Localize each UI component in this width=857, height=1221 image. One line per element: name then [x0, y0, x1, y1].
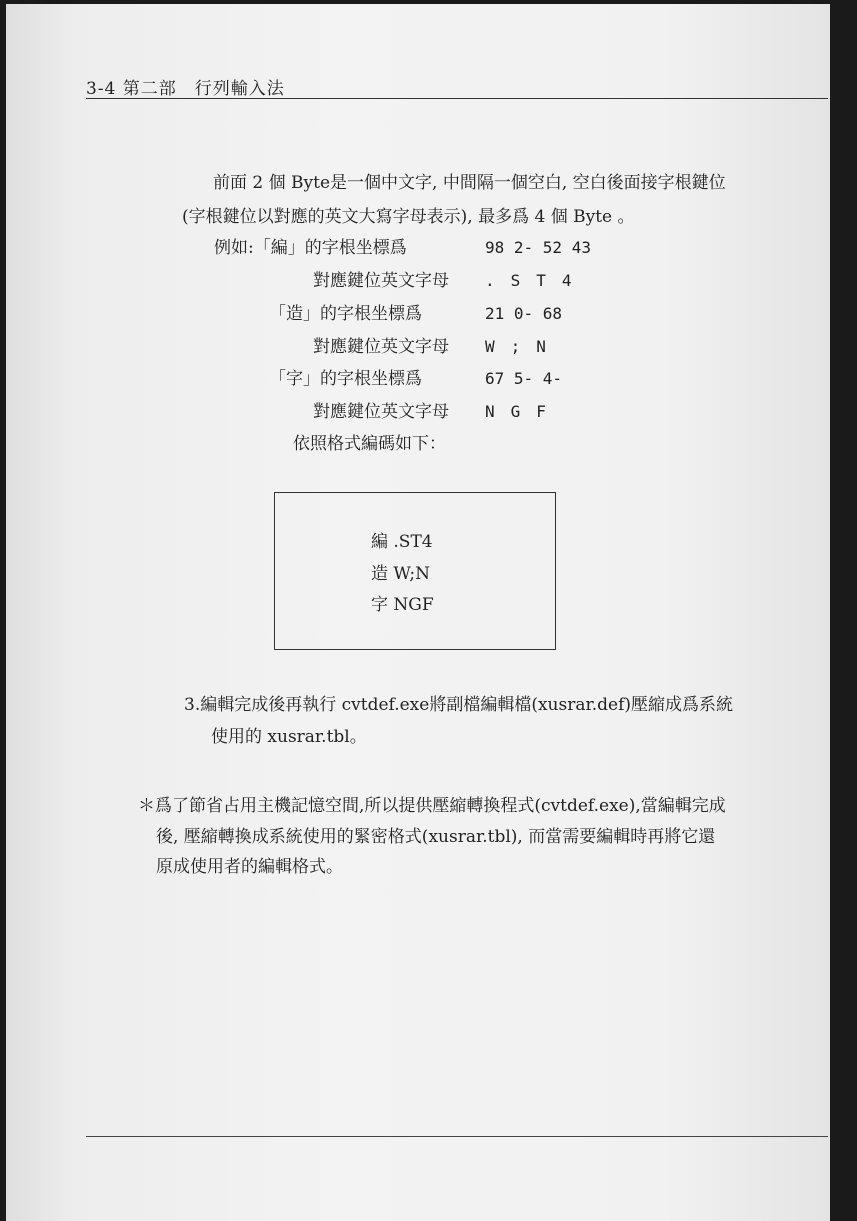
example-label: 對應鍵位英文字母: [313, 337, 449, 357]
encoded-line: 造 W;N: [371, 564, 431, 584]
example-value: . S T 4: [485, 271, 572, 290]
footnote-line-1: ＊爲了節省占用主機記憶空間,所以提供壓縮轉換程式(cvtdef.exe),當編輯完成: [138, 796, 726, 816]
footer-rule: [86, 1136, 828, 1137]
example-label: 「字」的字根坐標爲: [269, 369, 422, 389]
example-label: 對應鍵位英文字母: [313, 271, 449, 291]
encoded-line: 編 .ST4: [371, 532, 433, 552]
intro-line-1: 前面 2 個 Byte是一個中文字, 中間隔一個空白, 空白後面接字根鍵位: [213, 173, 726, 193]
example-label: 例如:「編」的字根坐標爲: [214, 238, 407, 258]
example-value: 21 0- 68: [485, 304, 563, 323]
format-note: 依照格式編碼如下：: [293, 434, 446, 454]
encoded-box: [274, 492, 556, 650]
intro-line-2: (字根鍵位以對應的英文大寫字母表示), 最多爲 4 個 Byte 。: [182, 207, 635, 227]
page-header: 3-4 第二部 行列輸入法: [86, 79, 285, 99]
example-label: 「造」的字根坐標爲: [269, 304, 422, 324]
example-value: W ; N: [485, 337, 546, 356]
example-value: 98 2- 52 43: [485, 238, 591, 257]
step3-line-2: 使用的 xusrar.tbl。: [211, 727, 367, 747]
footnote-line-2: 後, 壓縮轉換成系統使用的緊密格式(xusrar.tbl), 而當需要編輯時再將它還: [156, 827, 716, 847]
example-label: 對應鍵位英文字母: [313, 402, 449, 422]
scanned-page: [6, 4, 830, 1221]
encoded-line: 字 NGF: [371, 595, 434, 615]
example-value: N G F: [485, 402, 546, 421]
footnote-line-3: 原成使用者的編輯格式。: [156, 857, 343, 877]
header-rule: [86, 98, 828, 99]
example-value: 67 5- 4-: [485, 369, 563, 388]
step3-line-1: 3.編輯完成後再執行 cvtdef.exe將副檔編輯檔(xusrar.def)壓縮成爲系統: [184, 695, 734, 715]
